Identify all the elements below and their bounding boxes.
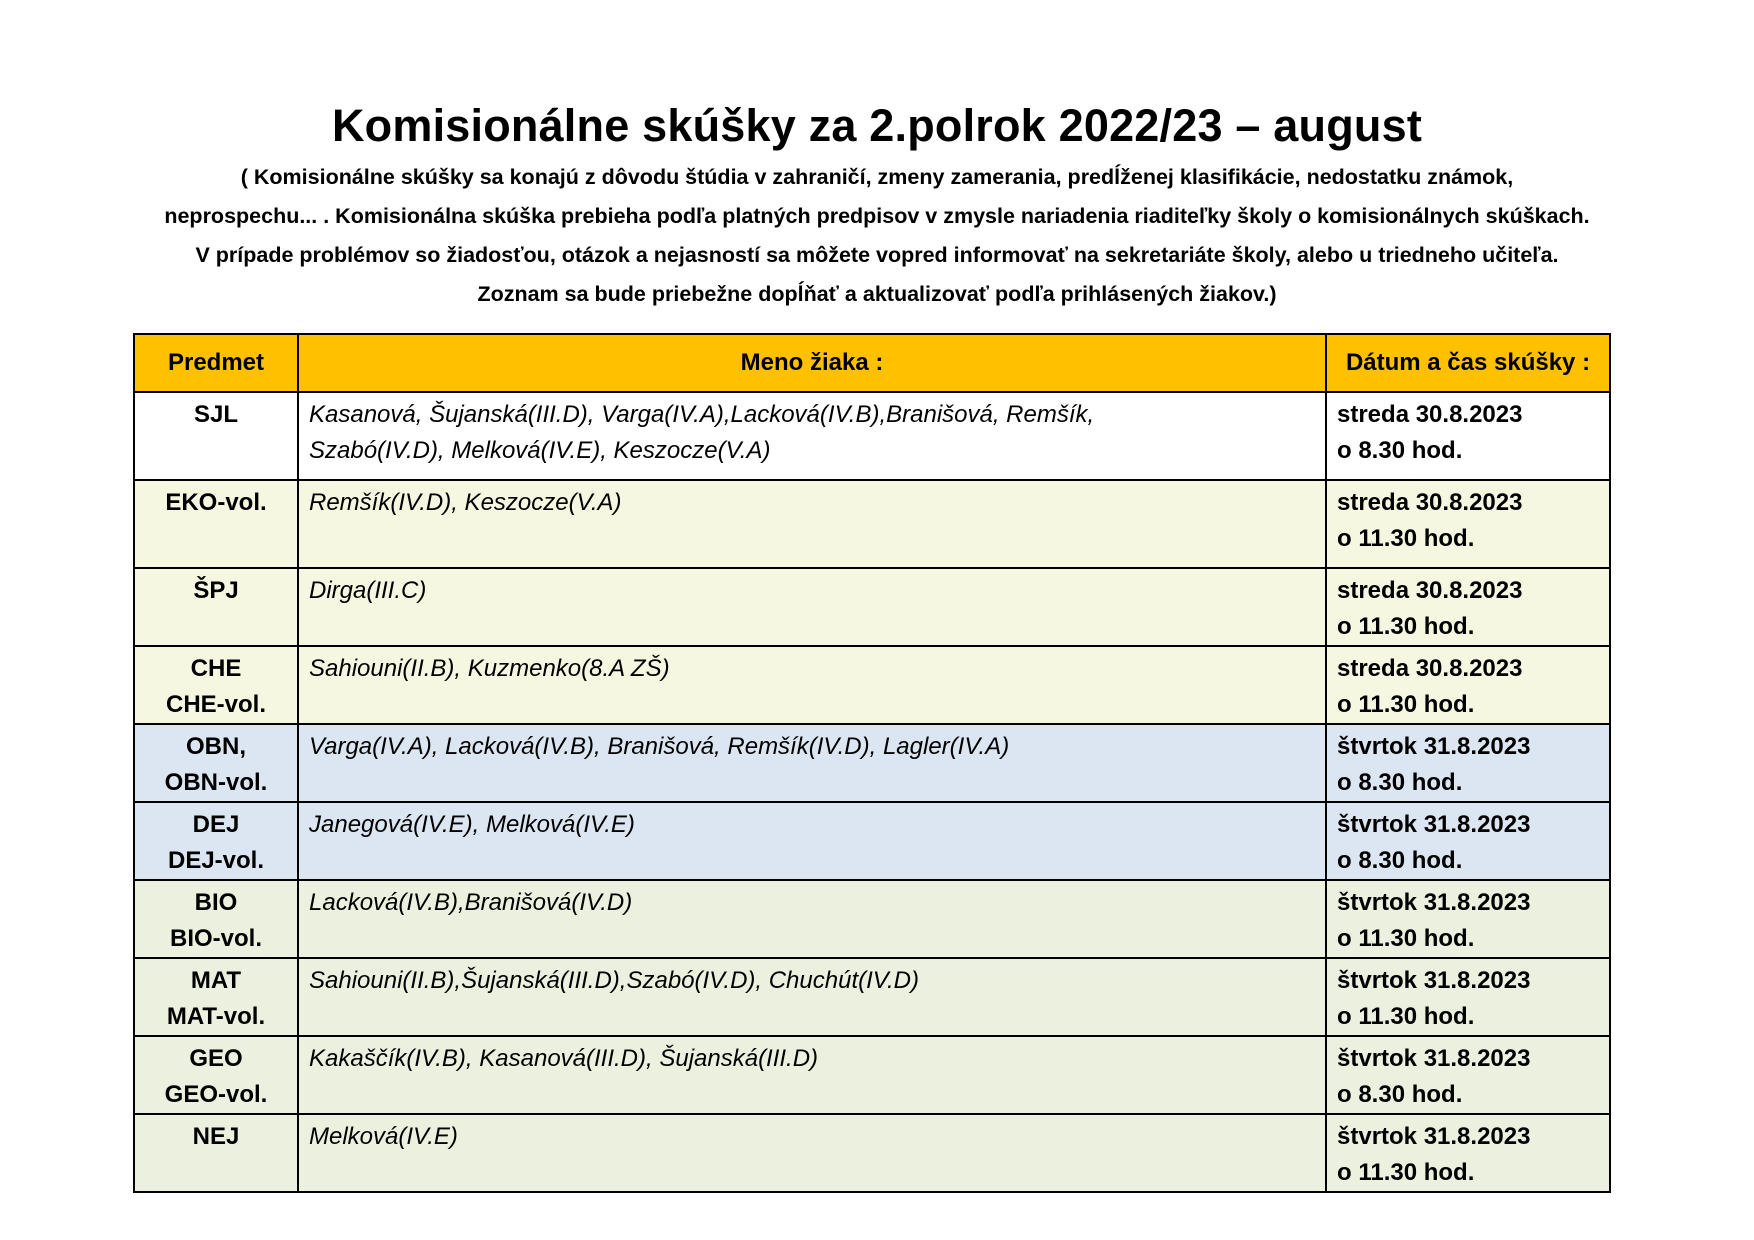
subject-cell — [134, 724, 298, 802]
exam-time: o 11.30 hod. — [1337, 1003, 1475, 1030]
students-text: Janegová(IV.E), Melková(IV.E) — [309, 811, 635, 838]
exam-time: o 11.30 hod. — [1337, 613, 1475, 640]
exam-datetime-cell — [1326, 480, 1610, 568]
students-text: Kakaščík(IV.B), Kasanová(III.D), Šujanská(III.D) — [309, 1045, 819, 1072]
table-row — [134, 802, 1610, 880]
exam-date: streda 30.8.2023 — [1337, 577, 1523, 604]
exam-time: o 11.30 hod. — [1337, 1159, 1475, 1186]
subject-label: MAT — [190, 967, 242, 994]
intro-line: neprospechu... . Komisionálna skúška prebieha podľa platných predpisov v zmysle nariadenia riaditeľky školy o komisionálnych skúškach. — [164, 204, 1590, 228]
subject-label: CHE-vol. — [165, 691, 266, 718]
subject-label: NEJ — [192, 1123, 240, 1150]
exam-time: o 11.30 hod. — [1337, 691, 1475, 718]
table-row — [134, 958, 1610, 1036]
subject-label: SJL — [193, 401, 238, 428]
exam-time: o 8.30 hod. — [1337, 437, 1463, 464]
exam-date: štvrtok 31.8.2023 — [1337, 1123, 1531, 1150]
exam-time: o 11.30 hod. — [1337, 925, 1475, 952]
intro-line: ( Komisionálne skúšky sa konajú z dôvodu štúdia v zahraničí, zmeny zamerania, predĺženej klasifikácie, nedostatku známok, — [240, 165, 1514, 189]
students-cell — [298, 646, 1326, 724]
subject-label: BIO — [194, 889, 238, 916]
subject-cell — [134, 880, 298, 958]
subject-cell — [134, 1114, 298, 1192]
subject-label: GEO-vol. — [164, 1081, 268, 1108]
students-cell — [298, 802, 1326, 880]
intro-paragraph — [60, 158, 1694, 314]
exam-datetime-cell — [1326, 724, 1610, 802]
subject-label: MAT-vol. — [166, 1003, 266, 1030]
exam-time: o 8.30 hod. — [1337, 847, 1463, 874]
subject-cell — [134, 958, 298, 1036]
students-cell — [298, 880, 1326, 958]
exam-time: o 8.30 hod. — [1337, 1081, 1463, 1108]
students-cell — [298, 480, 1326, 568]
table-row — [134, 724, 1610, 802]
subject-cell — [134, 392, 298, 480]
students-text: Varga(IV.A), Lacková(IV.B), Branišová, Remšík(IV.D), Lagler(IV.A) — [309, 733, 1010, 760]
header-subject: Predmet — [134, 334, 298, 392]
subject-cell — [134, 646, 298, 724]
header-exam-date: Dátum a čas skúšky : — [1326, 334, 1610, 392]
subject-label: GEO — [189, 1045, 243, 1072]
subject-label: EKO-vol. — [165, 489, 267, 516]
subject-label: BIO-vol. — [169, 925, 262, 952]
exam-date: štvrtok 31.8.2023 — [1337, 811, 1531, 838]
students-text: Melková(IV.E) — [309, 1123, 458, 1150]
intro-line: Zoznam sa bude priebežne dopĺňať a aktualizovať podľa prihlásených žiakov.) — [477, 282, 1277, 306]
students-text: Sahiouni(II.B), Kuzmenko(8.A ZŠ) — [309, 655, 670, 682]
header-student-name: Meno žiaka : — [298, 334, 1326, 392]
exam-datetime-cell — [1326, 392, 1610, 480]
exam-date: štvrtok 31.8.2023 — [1337, 1045, 1531, 1072]
table-row — [134, 1114, 1610, 1192]
table-row — [134, 568, 1610, 646]
exam-datetime-cell — [1326, 568, 1610, 646]
subject-label: OBN-vol. — [164, 769, 268, 796]
subject-label: CHE — [190, 655, 242, 682]
exam-time: o 8.30 hod. — [1337, 769, 1463, 796]
exam-datetime-cell — [1326, 880, 1610, 958]
subject-cell — [134, 802, 298, 880]
table-row — [134, 392, 1610, 480]
exam-datetime-cell — [1326, 1114, 1610, 1192]
table-row — [134, 1036, 1610, 1114]
students-cell — [298, 724, 1326, 802]
students-cell — [298, 1036, 1326, 1114]
exam-date: štvrtok 31.8.2023 — [1337, 733, 1531, 760]
page-title: Komisionálne skúšky za 2.polrok 2022/23 – august — [331, 100, 1423, 152]
table-row — [134, 880, 1610, 958]
exam-date: štvrtok 31.8.2023 — [1337, 967, 1531, 994]
subject-cell — [134, 1036, 298, 1114]
exam-datetime-cell — [1326, 958, 1610, 1036]
subject-label: ŠPJ — [193, 577, 239, 604]
students-cell — [298, 1114, 1326, 1192]
subject-cell — [134, 480, 298, 568]
students-text: Remšík(IV.D), Keszocze(V.A) — [309, 489, 622, 516]
students-text: Szabó(IV.D), Melková(IV.E), Keszocze(V.A) — [309, 437, 771, 464]
students-cell — [298, 958, 1326, 1036]
table-header-row — [134, 334, 1610, 392]
students-cell — [298, 568, 1326, 646]
exam-date: streda 30.8.2023 — [1337, 401, 1523, 428]
table-row — [134, 646, 1610, 724]
intro-line: V prípade problémov so žiadosťou, otázok a nejasností sa môžete vopred informovať na sekretariáte školy, alebo u triedneho učiteľa. — [195, 243, 1559, 267]
exam-date: štvrtok 31.8.2023 — [1337, 889, 1531, 916]
exam-datetime-cell — [1326, 646, 1610, 724]
exam-date: streda 30.8.2023 — [1337, 655, 1523, 682]
exam-datetime-cell — [1326, 802, 1610, 880]
students-cell — [298, 392, 1326, 480]
subject-label: OBN, — [186, 733, 246, 760]
exam-datetime-cell — [1326, 1036, 1610, 1114]
exam-schedule-table — [133, 333, 1611, 1193]
students-text: Lacková(IV.B),Branišová(IV.D) — [309, 889, 633, 916]
students-text: Dirga(III.C) — [309, 577, 427, 604]
table-body — [134, 392, 1610, 1192]
table-row — [134, 480, 1610, 568]
students-text: Kasanová, Šujanská(III.D), Varga(IV.A),Lacková(IV.B),Branišová, Remšík, — [309, 401, 1095, 428]
students-text: Sahiouni(II.B),Šujanská(III.D),Szabó(IV.D), Chuchút(IV.D) — [309, 967, 919, 994]
exam-date: streda 30.8.2023 — [1337, 489, 1523, 516]
subject-label: DEJ — [192, 811, 240, 838]
exam-time: o 11.30 hod. — [1337, 525, 1475, 552]
subject-cell — [134, 568, 298, 646]
subject-label: DEJ-vol. — [167, 847, 265, 874]
